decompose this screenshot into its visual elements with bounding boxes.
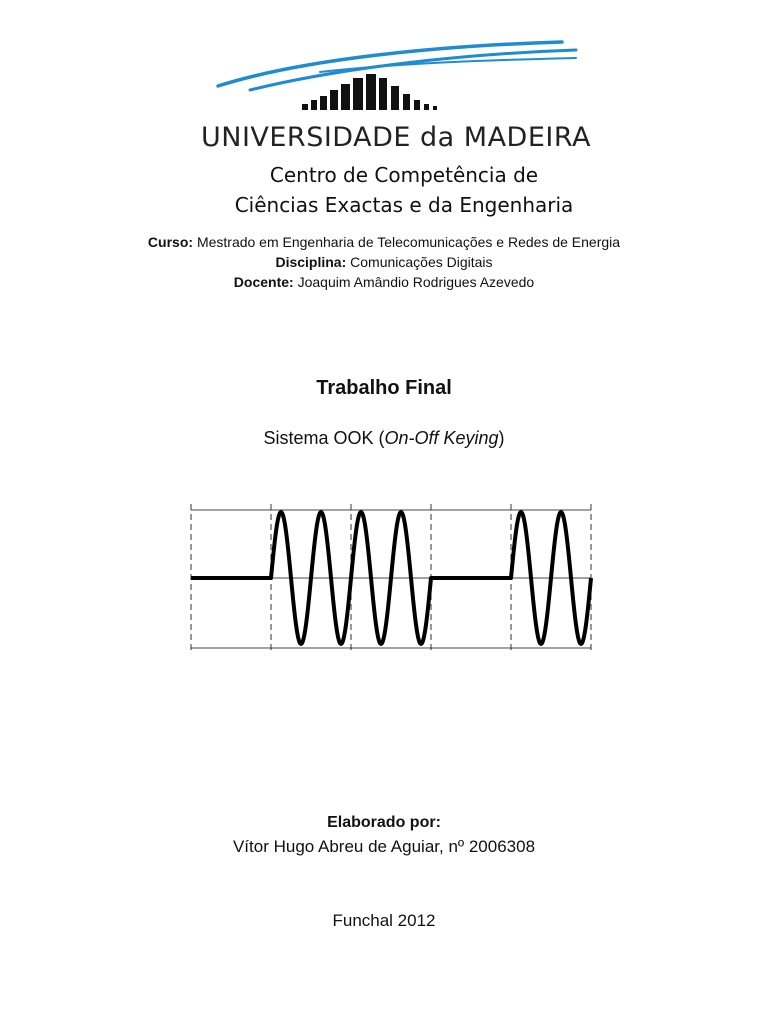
centre-name-line2: Ciências Exactas e da Engenharia [234, 193, 574, 217]
teacher-label: Docente: [233, 274, 294, 290]
document-title: Trabalho Final [316, 377, 452, 399]
university-name: UNIVERSIDADE da MADEIRA [200, 122, 591, 153]
course-value: Mestrado em Engenharia de Telecomunicações e Redes de Energia [196, 234, 621, 250]
subtitle-suffix: ) [498, 428, 505, 448]
discipline-line [0, 254, 768, 270]
teacher-line [0, 274, 768, 290]
logo-swoosh-middle [250, 50, 576, 90]
subtitle-italic: On-Off Keying [384, 428, 499, 448]
discipline-label: Disciplina: [275, 254, 347, 270]
centre-name-line1: Centro de Competência de [269, 163, 539, 187]
ook-signal-trace [191, 512, 591, 644]
subtitle-prefix: Sistema OOK ( [263, 428, 385, 448]
university-logo [210, 38, 590, 118]
logo-columns [302, 74, 437, 110]
place-year: Funchal 2012 [332, 911, 436, 930]
ook-waveform-figure [188, 500, 594, 652]
teacher-value: Joaquim Amândio Rodrigues Azevedo [297, 274, 535, 290]
discipline-value: Comunicações Digitais [350, 254, 493, 270]
author-name: Vítor Hugo Abreu de Aguiar, nº 2006308 [232, 837, 536, 856]
document-subtitle [0, 428, 768, 449]
author-label: Elaborado por: [327, 814, 441, 831]
course-label: Curso: [147, 234, 194, 250]
course-line [0, 234, 768, 250]
